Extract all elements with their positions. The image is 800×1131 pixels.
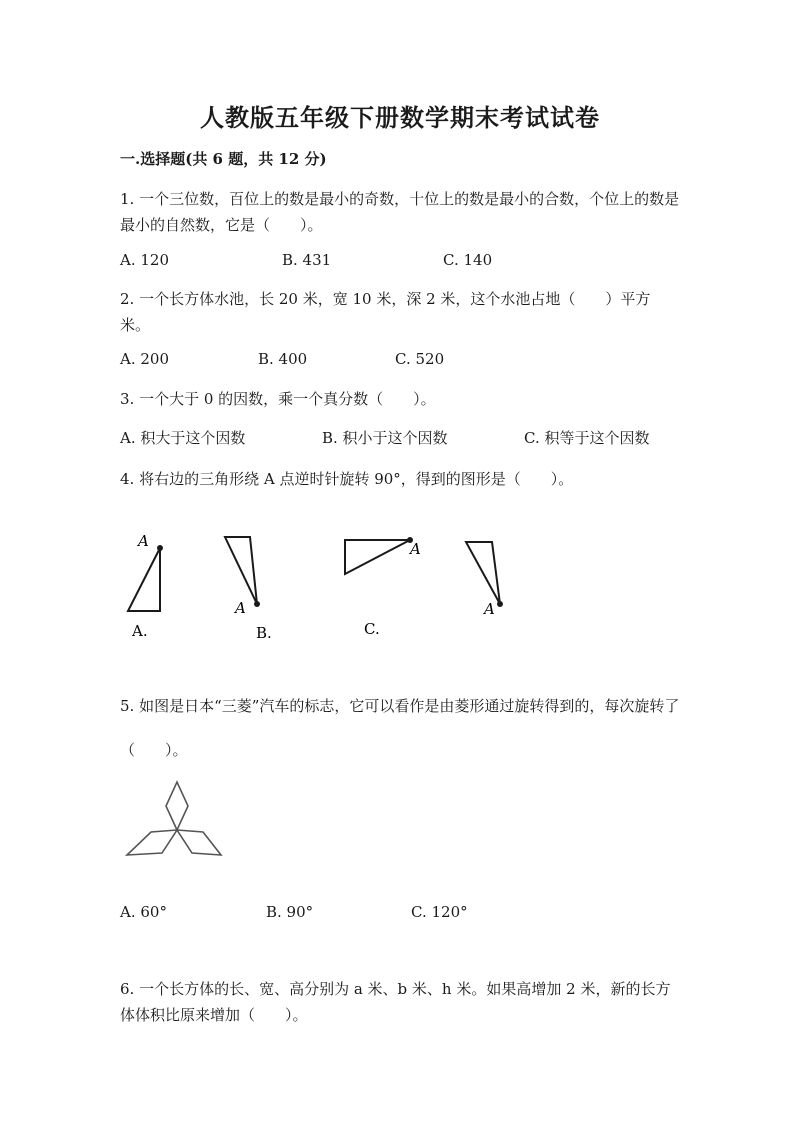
figure-label-b: B. [256, 624, 272, 642]
question-1-text: 1. 一个三位数，百位上的数是最小的奇数，十位上的数是最小的合数，个位上的数是最小的自然数，它是（ ）。 [120, 190, 680, 234]
option-d-triangle[interactable] [466, 542, 503, 618]
question-2-text: 2. 一个长方体水池，长 20 米，宽 10 米，深 2 米，这个水池占地（ ）平方米。 [120, 290, 651, 334]
rotation-figures [110, 520, 530, 650]
q5-option-b[interactable]: B. 90° [266, 903, 314, 921]
question-3-text: 3. 一个大于 0 的因数，乘一个真分数（ ）。 [120, 390, 436, 408]
q2-option-a[interactable]: A. 200 [120, 350, 169, 368]
page-title: 人教版五年级下册数学期末考试试卷 [200, 103, 600, 132]
q5-option-a[interactable]: A. 60° [120, 903, 167, 921]
option-c-triangle[interactable] [345, 537, 421, 638]
q3-option-c[interactable]: C. 积等于这个因数 [524, 429, 650, 447]
point-label-a: A [138, 532, 149, 550]
q5-option-c[interactable]: C. 120° [411, 903, 468, 921]
q2-option-b[interactable]: B. 400 [258, 350, 308, 368]
question-6-text: 6. 一个长方体的长、宽、高分别为 a 米、b 米、h 米。如果高增加 2 米，新的长方体体积比原来增加（ ）。 [120, 980, 671, 1024]
point-label-c: A [410, 540, 421, 558]
question-4-text: 4. 将右边的三角形绕 A 点逆时针旋转 90°，得到的图形是（ ）。 [120, 470, 574, 488]
question-5-text: 5. 如图是日本“三菱”汽车的标志，它可以看作是由菱形通过旋转得到的，每次旋转了（ ）。 [120, 697, 680, 759]
q3-option-b[interactable]: B. 积小于这个因数 [322, 429, 448, 447]
point-label-d: A [484, 600, 495, 618]
q1-option-a[interactable]: A. 120 [120, 251, 169, 269]
original-triangle [128, 532, 163, 650]
q1-option-b[interactable]: B. 431 [282, 251, 332, 269]
rhombus-top [166, 782, 188, 830]
figure-label-c: C. [364, 620, 380, 638]
option-b-triangle[interactable] [225, 537, 272, 642]
q3-option-a[interactable]: A. 积大于这个因数 [120, 429, 246, 447]
q1-option-c[interactable]: C. 140 [443, 251, 493, 269]
q2-option-c[interactable]: C. 520 [395, 350, 445, 368]
mitsubishi-logo-figure [120, 780, 230, 862]
rhombus-right [177, 830, 221, 855]
rhombus-left [127, 830, 177, 855]
point-label-b: A [235, 599, 246, 617]
section-heading: 一.选择题(共 6 题，共 12 分) [120, 150, 327, 168]
figure-label-a[interactable]: A. [132, 622, 148, 640]
